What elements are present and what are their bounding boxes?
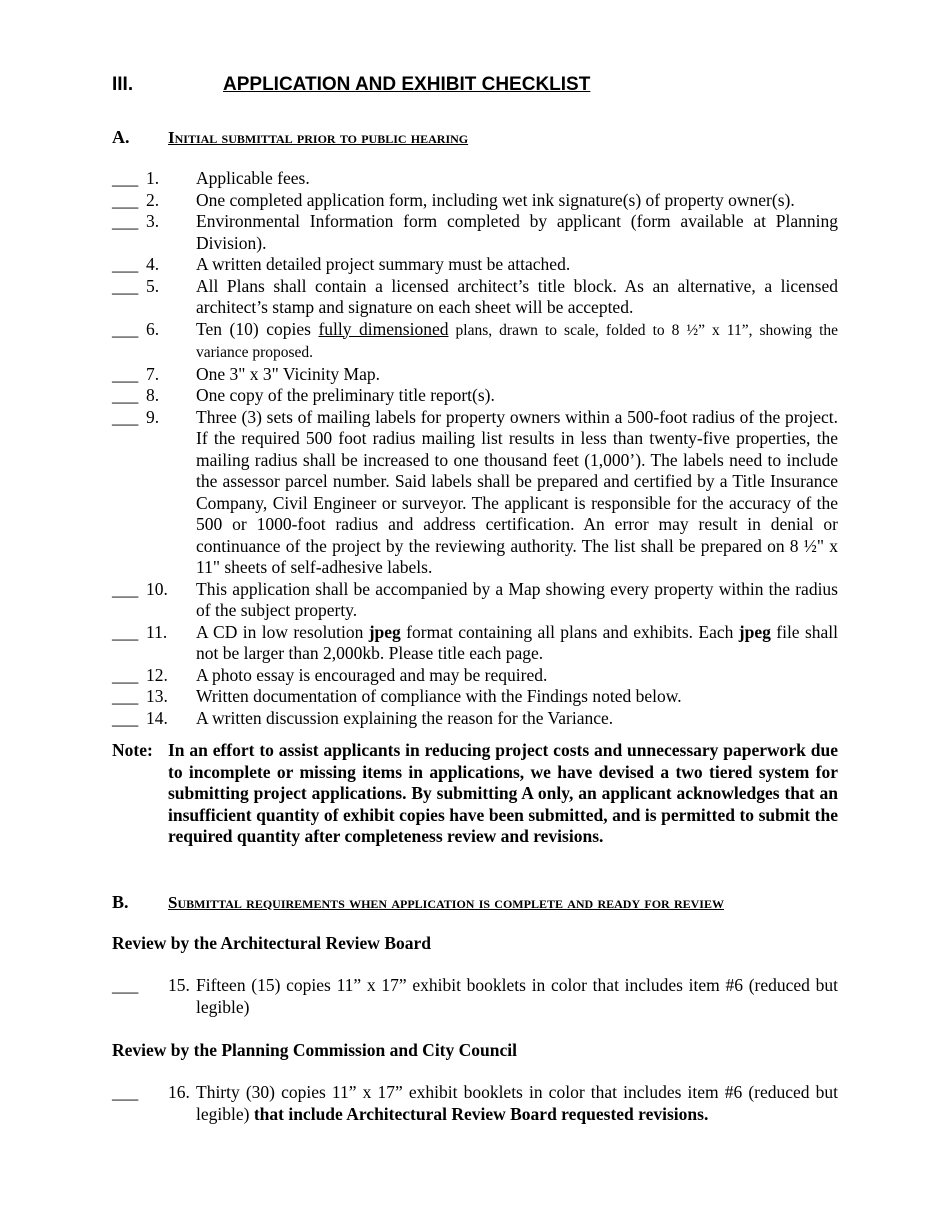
item-text: One copy of the preliminary title report(s). [196, 385, 495, 405]
item-text-part: Ten (10) copies [196, 318, 319, 339]
checkbox-blank[interactable]: ___ [112, 275, 139, 296]
item-text: A photo essay is encouraged and may be required. [196, 664, 548, 685]
checkbox-blank[interactable]: ___ [112, 189, 139, 210]
item-number: 16. [168, 1082, 190, 1102]
item-number: 10. [146, 578, 168, 599]
section-a-letter: A. [112, 127, 130, 147]
checkbox-blank[interactable]: ___ [112, 318, 139, 339]
checkbox-blank[interactable]: ___ [112, 664, 139, 685]
item-text [196, 1082, 838, 1125]
checkbox-blank[interactable]: ___ [112, 168, 139, 188]
item-text-part: A CD in low resolution [196, 621, 369, 642]
item-number: 11. [146, 621, 168, 642]
item-number: 7. [146, 363, 160, 384]
checkbox-blank[interactable]: ___ [112, 1082, 139, 1102]
checkbox-blank[interactable]: ___ [112, 686, 139, 706]
section-b-title: Submittal requirements when application is complete and ready for review [168, 893, 724, 912]
item-text: Written documentation of compliance with the Findings noted below. [196, 686, 682, 706]
checkbox-blank[interactable]: ___ [112, 385, 139, 405]
item-text-bold: jpeg [738, 621, 771, 642]
item-number: 9. [146, 406, 160, 427]
item-text: One completed application form, including wet ink signature(s) of property owner(s). [196, 189, 795, 210]
checkbox-blank[interactable]: ___ [112, 578, 139, 599]
list-item [112, 276, 838, 319]
item-number: 4. [146, 254, 160, 274]
list-item [112, 1082, 838, 1125]
arb-review-heading: Review by the Architectural Review Board [112, 933, 431, 953]
list-item [112, 254, 838, 276]
item-text-part: file shall not be larger than 2,000kb. Please title each page. [196, 621, 838, 663]
checklist-a [112, 168, 838, 729]
checkbox-blank[interactable]: ___ [112, 363, 139, 384]
item-text: A written detailed project summary must be attached. [196, 254, 571, 274]
pc-review-heading: Review by the Planning Commission and City Council [112, 1040, 517, 1060]
item-text: A written discussion explaining the reason for the Variance. [196, 707, 614, 728]
note-block [112, 740, 838, 848]
item-number: 3. [146, 211, 160, 231]
item-number: 14. [146, 707, 168, 728]
list-item [112, 622, 838, 665]
checkbox-blank[interactable]: ___ [112, 406, 139, 427]
checkbox-blank[interactable]: ___ [112, 707, 139, 728]
list-item [112, 975, 838, 1018]
item-number: 15. [168, 975, 190, 995]
item-text-bold: that include Architectural Review Board requested revisions. [253, 1103, 709, 1124]
item-number: 13. [146, 686, 168, 706]
item-number: 12. [146, 664, 168, 685]
note-text: In an effort to assist applicants in reducing project costs and unnecessary paperwork due to incomplete or missing items in applications, we have devised a two tiered system for submitting project applications. By submitting A only, an applicant acknowledges that an insufficient quantity of exhibit copies have been submitted, and is permitted to submit the required quantity after completeness review and revisions. [168, 740, 838, 846]
checkbox-blank[interactable]: ___ [112, 211, 139, 231]
item-text: Environmental Information form completed by applicant (form available at Planning Division). [196, 211, 838, 253]
item-text-bold: jpeg [368, 621, 401, 642]
item-text: All Plans shall contain a licensed architect’s title block. As an alternative, a licensed architect’s stamp and signature on each sheet will be accepted. [196, 275, 838, 317]
section-a-title: Initial submittal prior to public hearing [168, 128, 469, 147]
section-b-letter: B. [112, 892, 129, 912]
heading-title: APPLICATION AND EXHIBIT CHECKLIST [223, 74, 591, 95]
heading-number: III. [112, 74, 134, 95]
item-text-part: Thirty (30) copies 11” x 17” exhibit booklets in color that includes item #6 (reduced but legible) [196, 1082, 838, 1124]
item-text: Three (3) sets of mailing labels for property owners within a 500-foot radius of the project. If the required 500 foot radius mailing list results in less than twenty-five properties, the mailing radius shall be increased to one thousand feet (1,000’). The labels need to include the assessor parcel number. Said labels shall be prepared and certified by a Title Insurance Company, Civil Engineer or surveyor. The applicant is responsible for the accuracy of the 500 or 1000-foot radius and address certification. An error may result in denial or continuance of the project by the reviewing authority. The list shall be prepared on 8 ½" x 11" sheets of self-adhesive labels. [196, 406, 838, 577]
list-item [112, 190, 838, 212]
item-text-part: plans, drawn to scale, folded to 8 ½” x 11”, showing the variance proposed. [196, 321, 838, 361]
list-item [112, 385, 838, 407]
item-text: This application shall be accompanied by a Map showing every property within the radius of the subject property. [196, 578, 838, 620]
list-item [112, 407, 838, 579]
list-item [112, 211, 838, 254]
list-item [112, 686, 838, 708]
checkbox-blank[interactable]: ___ [112, 254, 139, 274]
item-text: One 3" x 3" Vicinity Map. [196, 363, 381, 384]
list-item [112, 665, 838, 687]
item-number: 5. [146, 275, 160, 296]
item-number: 8. [146, 385, 160, 405]
list-item [112, 708, 838, 730]
list-item [112, 319, 838, 364]
item-text: Applicable fees. [196, 168, 310, 188]
checkbox-blank[interactable]: ___ [112, 621, 139, 642]
item-number: 2. [146, 189, 160, 210]
item-text: Fifteen (15) copies 11” x 17” exhibit booklets in color that includes item #6 (reduced but legible) [196, 975, 838, 1017]
list-item [112, 168, 838, 190]
item-text-part: format containing all plans and exhibits. Each [400, 621, 739, 642]
item-text-underlined: fully dimensioned [318, 318, 449, 339]
item-number: 1. [146, 168, 160, 188]
item-number: 6. [146, 318, 160, 339]
list-item [112, 579, 838, 622]
note-label: Note: [112, 740, 153, 760]
checkbox-blank[interactable]: ___ [112, 975, 139, 995]
list-item [112, 364, 838, 386]
